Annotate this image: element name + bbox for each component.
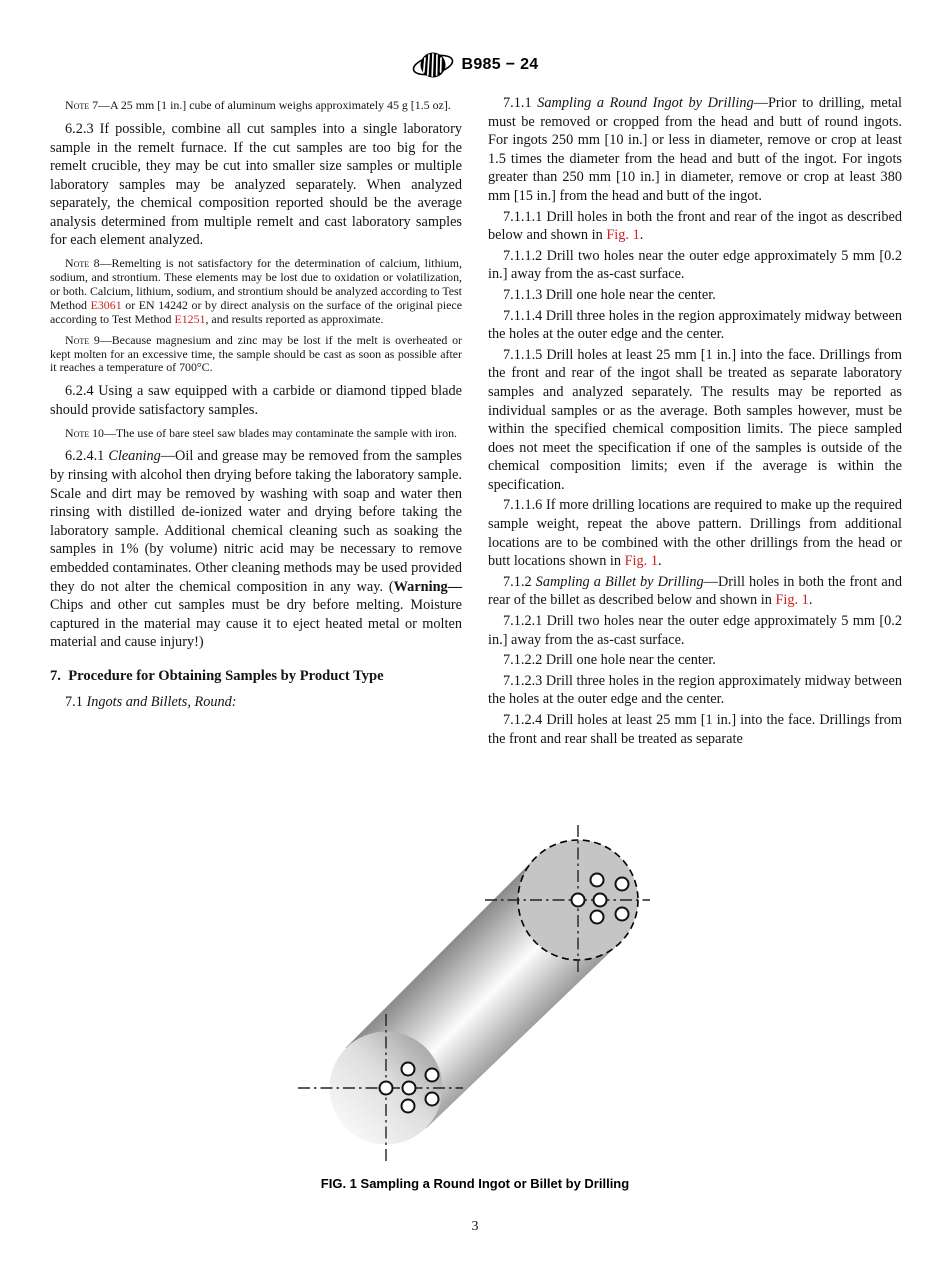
text-run: . bbox=[808, 592, 813, 609]
text-run: Note 9— bbox=[65, 332, 112, 347]
text-run: 6.2.4 Using a saw equipped with a carbide or diamond tipped blade should provide satisfactory samples. bbox=[50, 383, 462, 418]
text-run: 7.1.2 bbox=[503, 573, 536, 590]
para-6-2-4 bbox=[50, 382, 462, 419]
text-run: Warning— bbox=[393, 578, 462, 595]
text-run: 6.2.3 If possible, combine all cut samples into a single laboratory sample in the remelt furnace. If the cut samples are too big for the remelt crucible, they may be cut into smaller size samples or multiple laboratory samples may be analyzed separately. When analyzed separately, the chemical composition reported should be the average analysis determined from multiple remelt and cast laboratory samples for each element analyzed. bbox=[50, 120, 462, 249]
drill-hole-front-mid-top bbox=[402, 1063, 415, 1076]
page-number: 3 bbox=[471, 1219, 479, 1234]
link-e3061[interactable]: E3061 bbox=[90, 297, 122, 312]
link-fig-1[interactable]: Fig. 1 bbox=[775, 592, 809, 609]
text-run: Because magnesium and zinc may be lost if the melt is overheated or kept molten for an excessive time, the sample should be cast as soon as possible after it reaches a temperature of 700°C. bbox=[50, 332, 462, 375]
astm-logo-icon bbox=[412, 48, 454, 82]
para-7-1-2-4 bbox=[488, 711, 902, 748]
note-7 bbox=[50, 99, 462, 113]
drill-hole-front-center bbox=[380, 1082, 393, 1095]
para-7-1-1-5 bbox=[488, 346, 902, 495]
note-8 bbox=[50, 257, 462, 327]
text-run: A 25 mm [1 in.] cube of aluminum weighs approximately 45 g [1.5 oz]. bbox=[109, 98, 451, 112]
text-run: Ingots and Billets, Round: bbox=[86, 693, 237, 710]
drill-hole-rear-mid-top bbox=[591, 874, 604, 887]
section-7-heading bbox=[50, 667, 462, 686]
link-e1251[interactable]: E1251 bbox=[174, 311, 206, 326]
drill-hole-front-mid-bot bbox=[402, 1100, 415, 1113]
drill-hole-rear-mid bbox=[594, 894, 607, 907]
drill-hole-front-outer-bot bbox=[426, 1093, 439, 1106]
text-run: 7.1.2.2 Drill one hole near the center. bbox=[503, 652, 716, 669]
text-run: 7.1.2.4 Drill holes at least 25 mm [1 in.] into the face. Drillings from the front and rear shall be treated as separate bbox=[488, 712, 902, 747]
text-run: —Oil and grease may be removed from the samples by rinsing with alcohol then drying before taking the laboratory sample. Scale and dirt may be removed by washing with soap and water then rinsing with distilled de-ionized water and drying before taking the laboratory sample. Additional chemical cleaning such as soaking the samples in 1% (by volume) nitric acid may be necessary to remove embedded contaminates. Other cleaning methods may be used provided they do not alter the chemical composition in any way. ( bbox=[50, 448, 462, 595]
text-run: . bbox=[657, 553, 662, 570]
text-run: —Drill holes in both the front and rear of the billet as described below and shown in bbox=[488, 573, 902, 609]
text-run: Note 10— bbox=[65, 425, 116, 440]
para-7-1-2 bbox=[488, 573, 902, 610]
text-run: . bbox=[639, 227, 644, 244]
link-fig-1[interactable]: Fig. 1 bbox=[624, 553, 658, 570]
note-9 bbox=[50, 334, 462, 376]
text-run: or EN 14242 or by direct analysis on the surface of the original piece according to Test Method bbox=[50, 297, 462, 326]
text-run: Sampling a Billet by Drilling bbox=[535, 573, 704, 590]
text-run: —Prior to drilling, metal must be removed or cropped from the head and butt of round ingots. For ingots 250 mm [10 in.] or less in diameter, remove or crop at least 1.5 times the diameter from the head and butt of the ingot. For ingots greater than 250 mm [10 in.] in diameter, remove or crop at least 380 mm [15 in.] from the head and butt of the ingot. bbox=[488, 95, 902, 204]
text-run: 7.1.1.3 Drill one hole near the center. bbox=[503, 286, 716, 303]
drill-hole-rear-center bbox=[572, 894, 585, 907]
para-7-1 bbox=[50, 693, 462, 712]
figure-1 bbox=[270, 812, 690, 1174]
drill-hole-rear-outer-top bbox=[616, 878, 629, 891]
text-run: 7.1.1 bbox=[503, 95, 538, 111]
text-run: Remelting is not satisfactory for the determination of calcium, lithium, sodium, and strontium. These elements may be lost due to oxidation or volatilization, or both. Calcium, lithium, sodium, and strontium should be analyzed according to Test Method bbox=[50, 256, 462, 312]
drill-hole-rear-outer-bot bbox=[616, 908, 629, 921]
text-run: 7.1.2.3 Drill three holes in the region approximately midway between the holes at the outer edge and the center. bbox=[488, 672, 902, 708]
drill-hole-rear-mid-bot bbox=[591, 911, 604, 924]
para-7-1-1-6 bbox=[488, 496, 902, 570]
text-run: 7. Procedure for Obtaining Samples by Product Type bbox=[50, 667, 384, 684]
para-7-1-1-1 bbox=[488, 208, 902, 245]
para-6-2-3 bbox=[50, 120, 462, 250]
page-header bbox=[0, 48, 950, 82]
link-fig-1[interactable]: Fig. 1 bbox=[606, 227, 640, 244]
text-run: 7.1.1.5 Drill holes at least 25 mm [1 in.] into the face. Drillings from the front and rear of the ingot shall be treated as separate laboratory samples and analyzed separately. The results may be reported as individual samples or as the average. Both samples however, must be within the specified chemical composition limits. The piece sampled does not meet the specification if one of the samples is outside of the chemical composition limits; even if the average is within the specification. bbox=[488, 346, 902, 493]
text-run: 7.1.1.1 Drill holes in both the front and rear of the ingot as described below and shown in bbox=[488, 208, 902, 244]
para-7-1-2-1 bbox=[488, 612, 902, 649]
para-7-1-1-4 bbox=[488, 307, 902, 344]
para-7-1-2-3 bbox=[488, 672, 902, 709]
text-run: 6.2.4.1 bbox=[65, 448, 109, 465]
standard-designation: B985 − 24 bbox=[461, 56, 539, 73]
para-6-2-4-1 bbox=[50, 447, 462, 652]
note-10 bbox=[50, 427, 462, 441]
text-run: 7.1 bbox=[65, 693, 87, 710]
ingot-drilling-diagram bbox=[270, 812, 690, 1174]
text-run: Sampling a Round Ingot by Drilling bbox=[537, 95, 754, 111]
text-run: The use of bare steel saw blades may contaminate the sample with iron. bbox=[115, 425, 457, 440]
text-run: 7.1.1.4 Drill three holes in the region approximately midway between the holes at the outer edge and the center. bbox=[488, 307, 902, 343]
para-7-1-1 bbox=[488, 94, 902, 206]
para-7-1-2-2 bbox=[488, 651, 902, 670]
text-run: 7.1.2.1 Drill two holes near the outer edge approximately 5 mm [0.2 in.] away from the as-cast surface. bbox=[488, 613, 902, 648]
text-run: 7.1.1.2 Drill two holes near the outer edge approximately 5 mm [0.2 in.] away from the as-cast surface. bbox=[488, 247, 902, 283]
right-column bbox=[488, 92, 902, 750]
text-run: Note 7— bbox=[65, 98, 110, 112]
text-run: Chips and other cut samples must be dry before melting. Moisture captured in the material may cause it to eject heated metal or molten material and cause injury!) bbox=[50, 597, 462, 651]
left-column bbox=[50, 92, 462, 713]
drill-hole-front-mid bbox=[403, 1082, 416, 1095]
text-run: Note 8— bbox=[65, 256, 112, 271]
text-run: Cleaning bbox=[108, 448, 161, 465]
figure-caption: FIG. 1 Sampling a Round Ingot or Billet by Drilling bbox=[320, 1176, 630, 1191]
drill-hole-front-outer-top bbox=[426, 1069, 439, 1082]
para-7-1-1-3 bbox=[488, 286, 902, 305]
text-run: 7.1.1.6 If more drilling locations are required to make up the required sample weight, repeat the above pattern. Drillings from additional locations are to be combined with the other drillings from the head or butt locations shown in bbox=[488, 497, 902, 570]
para-7-1-1-2 bbox=[488, 247, 902, 284]
text-run: , and results reported as approximate. bbox=[205, 311, 384, 326]
